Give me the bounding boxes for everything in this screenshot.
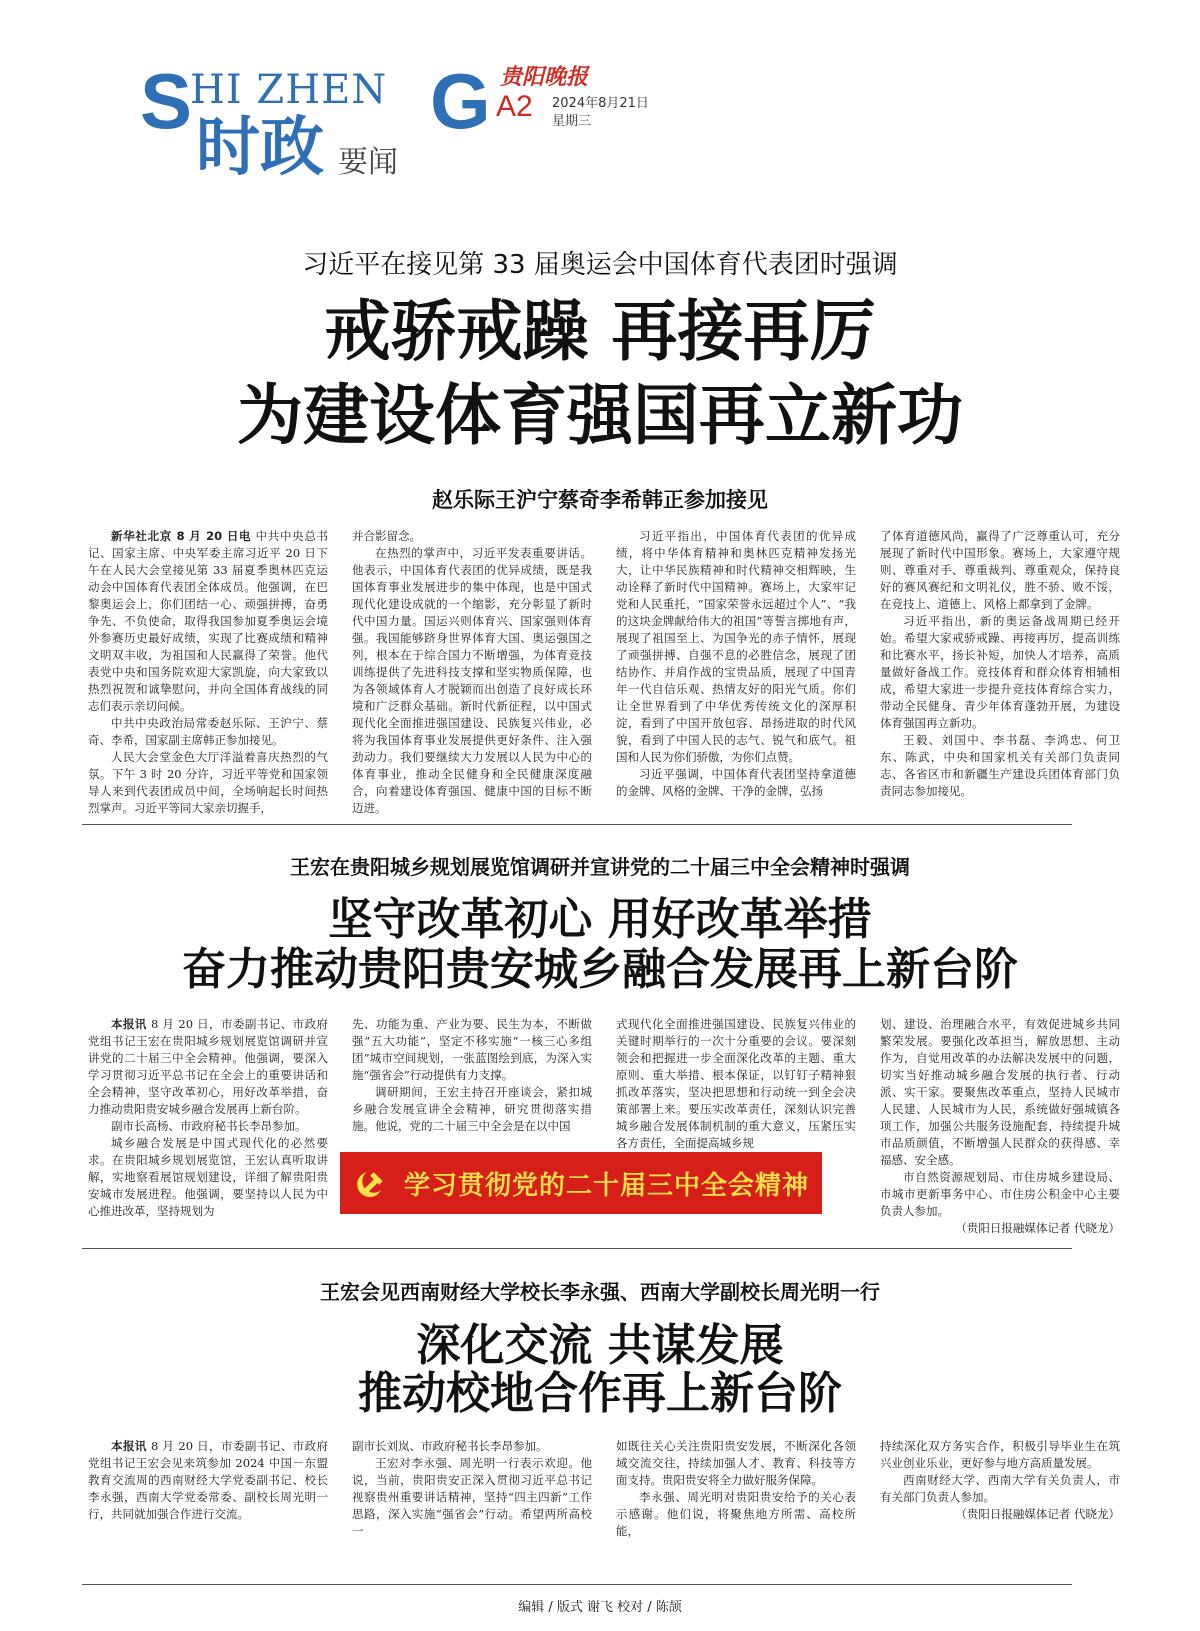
article1-paragraph: 中共中央总书记、国家主席、中央军委主席习近平 20 日下午在人民大会堂接见第 33 届夏季奥林匹克运动会中国体育代表团全体成员。他强调，在巴黎奥运会上，你们团结一心、顽强拼搏，奋勇争先、不负使命，取得我国参加夏季奥运会境外参赛历史最好成绩，实现了比赛成绩和精神文明双丰收，为祖国和人民赢得了荣誉。他代表党中央和国务院欢迎大家凯旋，向大家致以热烈祝贺和诚挚慰问，并向全国体育战线的同志们表示亲切问候。 [88,529,328,713]
publication-weekday: 星期三 [552,114,592,129]
article1-paragraph: 习近平强调，中国体育代表团坚持拿道德的金牌、风格的金牌、干净的金牌，弘扬 [616,767,856,798]
article2-paragraph: 市自然资源规划局、市住房城乡建设局、市城市更新事务中心、市住房公积金中心主要负责人参加。 [880,1170,1120,1218]
article2-column-1 [88,1016,328,1224]
article1-paragraph: 王毅、刘国中、李书磊、李鸿忠、何卫东、陈武，中央和国家机关有关部门负责同志、各省区市和新疆生产建设兵团体育部门负责同志参加接见。 [880,733,1120,798]
article2-paragraph: 式现代化全面推进强国建设、民族复兴伟业的关键时期举行的一次十分重要的会议。要深刻领会和把握进一步全面深化改革的主题、重大原则、重大举措、根本保证，以钉钉子精神狠抓改革落实，坚决把思想和行动统一到全会决策部署上来。要压实改革责任，深刻认识完善城乡融合发展体制机制的重大意义，压紧压实各方责任，全面提高城乡规 [616,1017,856,1150]
article3-column-1 [88,1438,328,1538]
section-divider [82,824,1072,825]
page-number: A2 [496,90,533,123]
article3-paragraph: 副市长刘岚、市政府秘书长李昂参加。 [352,1439,548,1453]
article3-paragraph: 8 月 20 日，市委副书记、市政府党组书记王宏会见来筑参加 2024 中国－东盟教育交流周的西南财经大学党委副书记、校长李永强，西南大学党委常委、副校长周光明一行，共同就加强合作进行交流。 [88,1439,329,1521]
section-divider [82,1248,1072,1249]
article1-dateline: 新华社北京 8 月 20 日电 [111,529,252,543]
article1-paragraph: 在热烈的掌声中，习近平发表重要讲话。他表示，中国体育代表团的优异成绩，既是我国体育事业发展进步的集中体现，也是中国式现代化建设成就的一个缩影，充分彰显了新时代中国力量。国运兴则体育兴、国家强则体育强。我国能够跻身世界体育大国、奥运强国之列，根本在于综合国力不断增强，为体育竞技训练提供了先进科技支撑和坚实物质保障，也为各领域体育人才脱颖而出创造了良好成长环境和广泛群众基础。新时代新征程，以中国式现代化全面推进强国建设、民族复兴伟业，必将为我国体育事业发展提供更好条件、注入强劲动力。我们要继续大力发展以人民为中心的体育事业，推动全民健身和全民健康深度融合，向着建设体育强国、健康中国的目标不断迈进。 [352,546,592,815]
masthead-latin-g: G [430,57,491,145]
article2-credit: （贵阳日报融媒体记者 代晓龙） [955,1221,1120,1235]
article2-paragraph: 划、建设、治理融合水平，有效促进城乡共同繁荣发展。要强化改革担当，解放思想、主动作为，自觉用改革的办法解决发展中的问题，切实当好推动城乡融合发展的执行者、行动派、实干家。要聚焦改革重点，坚持人民城市人民建、人民城市为人民，系统做好强城镇各项工作，加强公共服务设施配套，持续提升城市品质颜值，不断增强人民群众的获得感、幸福感、安全感。 [880,1017,1120,1167]
footer-divider [82,1584,1072,1585]
article1-subhead: 赵乐际王沪宁蔡奇李希韩正参加接见 [432,488,768,512]
article1-column-2 [352,528,592,815]
article1-paragraph: 习近平指出，新的奥运备战周期已经开始。希望大家戒骄戒躁、再接再厉，提高训练和比赛水平，扬长补短，加快人才培养，高质量做好备战工作。竞技体育和群众体育相辅相成，希望大家进一步提升竞技体育综合实力，带动全民健身、青少年体育蓬勃开展，为建设体育强国再立新功。 [880,614,1120,730]
article2-paragraph: 城乡融合发展是中国式现代化的必然要求。在贵阳城乡规划展览馆，王宏认真听取讲解，实地察看展馆规划建设，详细了解贵阳贵安城市发展进程。他强调，要坚持以人民为中心推进改革，坚持规划为 [88,1136,328,1218]
article2-kicker: 王宏在贵阳城乡规划展览馆调研并宣讲党的二十届三中全会精神时强调 [290,855,910,879]
article1-kicker: 习近平在接见第 33 届奥运会中国体育代表团时强调 [302,250,898,280]
article2-headline-line2: 奋力推动贵阳贵安城乡融合发展再上新台阶 [182,944,1018,995]
article3-body [88,1438,1120,1538]
article2-paragraph: 调研期间，王宏主持召开座谈会，紧扣城乡融合发展宣讲全会精神，研究贯彻落实措施。他说，党的二十届三中全会是在以中国 [352,1085,592,1133]
publication-date: 2024年8月21日 [552,96,649,111]
article2-column-4 [880,1016,1120,1235]
article1-paragraph: 人民大会堂金色大厅洋溢着喜庆热烈的气氛。下午 3 时 20 分许，习近平等党和国家领导人来到代表团成员中间，全场响起长时间热烈掌声。习近平等同大家亲切握手， [88,750,328,815]
article3-column-2 [352,1438,592,1538]
hammer-sickle-icon [354,1165,390,1201]
article2-paragraph: 副市长高杨、市政府秘书长李昂参加。 [111,1119,307,1133]
masthead-section-subtitle: 要闻 [338,145,398,180]
article1-paragraph: 并合影留念。 [352,529,421,543]
article1-paragraph: 习近平指出，中国体育代表团的优异成绩，将中华体育精神和奥林匹克精神发扬光大，让中华民族精神和时代精神交相辉映，生动诠释了新时代中国精神。赛场上，大家牢记党和人民重托，“国家荣誉永远超过个人”、“我的这块金牌献给伟大的祖国”等誓言掷地有声，展现了祖国至上、为国争光的赤子情怀，展现了顽强拼搏、自强不息的必胜信念，展现了团结协作、并肩作战的宝贵品质，展现了中国青年一代自信乐观、热情友好的阳光气质。你们让全世界看到了中华优秀传统文化的深厚积淀，看到了中国开放包容、昂扬进取的时代风貌，看到了中国人民的志气、锐气和底气。祖国和人民为你们骄傲，为你们点赞。 [616,529,856,764]
article3-paragraph: 王宏对李永强、周光明一行表示欢迎。他说，当前，贵阳贵安正深入贯彻习近平总书记视察贵州重要讲话精神，坚持“四主四新”工作思路，深入实施“强省会”行动。希望两所高校一 [352,1456,592,1538]
article1-body [88,528,1120,815]
editor-credits: 编辑 / 版式 谢飞 校对 / 陈颉 [518,1600,682,1615]
article2-paragraph: 先、功能为重、产业为要、民生为本，不断做强“五大功能”，坚定不移实施“一核三心多组团”城市空间规划，一张蓝图绘到底，为深入实施“强省会”行动提供有力支撑。 [352,1017,592,1082]
article3-dateline: 本报讯 [111,1439,147,1453]
article1-column-1 [88,528,328,815]
article1-column-4 [880,528,1120,800]
article1-column-3 [616,528,856,800]
article3-kicker: 王宏会见西南财经大学校长李永强、西南大学副校长周光明一行 [320,1280,880,1304]
article3-paragraph: 西南财经大学、西南大学有关负责人，市有关部门负责人参加。 [880,1473,1120,1504]
article1-headline-line2: 为建设体育强国再立新功 [237,377,963,454]
article3-column-3 [616,1438,856,1538]
article3-paragraph: 李永强、周光明对贵阳贵安给予的关心表示感谢。他们说，将聚焦地方所需、高校所能， [616,1490,856,1538]
study-campaign-banner [340,1152,822,1214]
article1-paragraph: 了体育道德风尚，赢得了广泛尊重认可，充分展现了新时代中国形象。赛场上，大家遵守规则、尊重对手、尊重裁判、尊重观众，保持良好的赛风赛纪和文明礼仪，胜不骄、败不馁，在竞技上、道德上、风格上都拿到了金牌。 [880,529,1120,611]
article2-column-3 [616,1016,856,1150]
article2-paragraph: 8 月 20 日，市委副书记、市政府党组书记王宏在贵阳城乡规划展览馆调研并宣讲党的二十届三中全会精神。他强调，要深入学习贯彻习近平总书记在全会上的重要讲话和全会精神，坚守改革初心，用好改革举措，奋力推动贵阳贵安城乡融合发展再上新台阶。 [88,1017,329,1116]
article1-paragraph: 中共中央政治局常委赵乐际、王沪宁、蔡奇、李希，国家副主席韩正参加接见。 [88,716,328,747]
masthead-latin-s: S [140,57,193,145]
article3-credit: （贵阳日报融媒体记者 代晓龙） [955,1507,1120,1521]
article3-column-4 [880,1438,1120,1538]
paper-logo: 贵阳晚报 [500,64,589,90]
article1-headline-line1: 戒骄戒躁 再接再厉 [324,293,876,370]
masthead-latin-middle: HI ZHEN [190,67,388,113]
article3-headline-line1: 深化交流 共谋发展 [416,1320,784,1371]
article3-paragraph: 如既往关心关注贵阳贵安发展，不断深化各领域交流交往，持续加强人才、教育、科技等方面支持。贵阳贵安将全力做好服务保障。 [616,1439,856,1487]
article2-dateline: 本报讯 [111,1017,147,1031]
banner-text: 学习贯彻党的二十届三中全会精神 [404,1170,810,1201]
article3-headline-line2: 推动校地合作再上新台阶 [358,1368,842,1419]
article3-paragraph: 持续深化双方务实合作，积极引导毕业生在筑兴业创业乐业，更好参与地方高质量发展。 [880,1439,1120,1470]
masthead-section-title: 时政 [196,111,324,185]
article2-column-2 [352,1016,592,1144]
article2-headline-line1: 坚守改革初心 用好改革举措 [328,894,872,945]
